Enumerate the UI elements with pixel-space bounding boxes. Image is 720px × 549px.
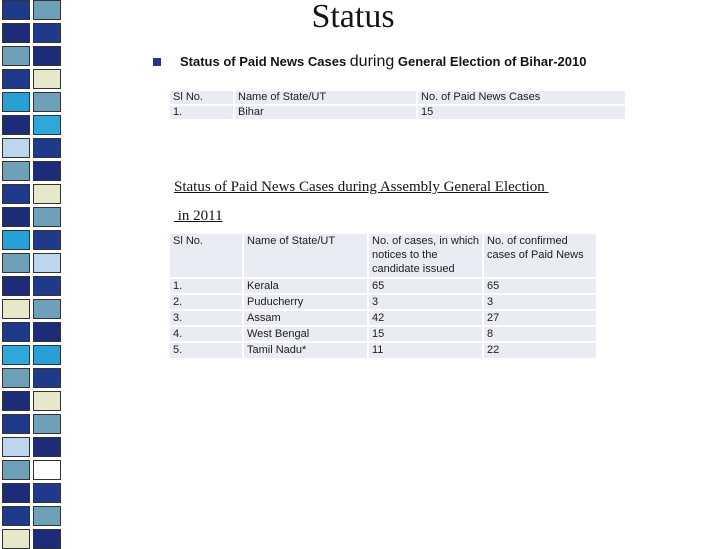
strip-cell <box>33 207 61 227</box>
strip-tile <box>0 230 64 250</box>
strip-cell <box>33 184 61 204</box>
bullet-square-icon <box>153 58 161 66</box>
strip-cell <box>2 322 30 342</box>
strip-tile <box>0 345 64 365</box>
strip-cell <box>33 506 61 526</box>
strip-tile <box>0 46 64 66</box>
assembly-table <box>168 232 598 360</box>
strip-cell <box>2 92 30 112</box>
strip-tile <box>0 322 64 342</box>
strip-cell <box>33 345 61 365</box>
table-row <box>170 106 625 119</box>
cell-sl-no: 5. <box>170 343 242 357</box>
strip-tile <box>0 506 64 526</box>
strip-tile <box>0 483 64 503</box>
strip-cell <box>2 483 30 503</box>
strip-cell <box>33 368 61 388</box>
strip-cell <box>2 506 30 526</box>
strip-cell <box>33 437 61 457</box>
cell-cases: 15 <box>418 106 625 119</box>
cell-notices: 11 <box>369 343 482 357</box>
strip-cell <box>2 207 30 227</box>
strip-tile <box>0 529 64 549</box>
strip-cell <box>2 115 30 135</box>
strip-cell <box>2 46 30 66</box>
cell-notices: 15 <box>369 327 482 341</box>
strip-tile <box>0 276 64 296</box>
bullet-heading-text: Status of Paid News Cases <box>180 54 350 69</box>
strip-cell <box>2 437 30 457</box>
strip-cell <box>2 345 30 365</box>
strip-cell <box>2 253 30 273</box>
strip-tile <box>0 138 64 158</box>
cell-state: West Bengal <box>244 327 367 341</box>
strip-cell <box>2 161 30 181</box>
strip-tile <box>0 253 64 273</box>
cell-sl-no: 1. <box>170 279 242 293</box>
strip-tile <box>0 69 64 89</box>
table-row <box>170 343 596 357</box>
table-header-row <box>170 234 596 277</box>
cell-sl-no: 4. <box>170 327 242 341</box>
decorative-side-strip <box>0 0 64 540</box>
strip-tile <box>0 299 64 319</box>
strip-cell <box>33 391 61 411</box>
strip-tile <box>0 460 64 480</box>
header-cases: No. of Paid News Cases <box>418 91 625 104</box>
strip-tile <box>0 115 64 135</box>
strip-cell <box>2 368 30 388</box>
strip-cell <box>2 414 30 434</box>
table-header-row <box>170 91 625 104</box>
cell-state: Kerala <box>244 279 367 293</box>
table-row <box>170 279 596 293</box>
section-heading <box>174 179 549 225</box>
cell-confirmed: 3 <box>484 295 596 309</box>
strip-cell <box>33 46 61 66</box>
section-heading-line1: Status of Paid News Cases during Assembly General Election <box>174 179 549 195</box>
strip-tile <box>0 184 64 204</box>
strip-cell <box>2 299 30 319</box>
strip-cell <box>33 299 61 319</box>
cell-sl-no: 3. <box>170 311 242 325</box>
header-sl-no: Sl No. <box>170 234 242 277</box>
strip-cell <box>2 276 30 296</box>
slide-title-text: Status <box>311 0 395 35</box>
cell-confirmed: 65 <box>484 279 596 293</box>
strip-cell <box>2 138 30 158</box>
strip-cell <box>33 460 61 480</box>
cell-notices: 42 <box>369 311 482 325</box>
cell-notices: 3 <box>369 295 482 309</box>
strip-cell <box>33 414 61 434</box>
cell-sl-no: 2. <box>170 295 242 309</box>
header-confirmed: No. of confirmed cases of Paid News <box>484 234 596 277</box>
cell-sl-no: 1. <box>170 106 233 119</box>
section-heading-line2: in 2011 <box>174 208 223 224</box>
strip-cell <box>33 115 61 135</box>
strip-cell <box>33 253 61 273</box>
strip-tile <box>0 437 64 457</box>
strip-cell <box>2 230 30 250</box>
strip-cell <box>33 92 61 112</box>
strip-tile <box>0 391 64 411</box>
cell-state: Puducherry <box>244 295 367 309</box>
strip-cell <box>2 184 30 204</box>
strip-cell <box>33 161 61 181</box>
bullet-heading <box>180 53 586 71</box>
cell-confirmed: 8 <box>484 327 596 341</box>
slide-title <box>0 0 720 36</box>
bihar-table <box>168 89 627 121</box>
cell-confirmed: 27 <box>484 311 596 325</box>
strip-tile <box>0 414 64 434</box>
strip-cell <box>33 230 61 250</box>
strip-cell <box>33 69 61 89</box>
strip-tile <box>0 368 64 388</box>
cell-state: Bihar <box>235 106 416 119</box>
strip-cell <box>33 529 61 549</box>
strip-cell <box>2 69 30 89</box>
header-state: Name of State/UT <box>235 91 416 104</box>
strip-cell <box>2 460 30 480</box>
strip-cell <box>33 138 61 158</box>
header-notices: No. of cases, in which notices to the candidate issued <box>369 234 482 277</box>
strip-cell <box>33 276 61 296</box>
strip-tile <box>0 92 64 112</box>
table-row <box>170 327 596 341</box>
cell-state: Tamil Nadu* <box>244 343 367 357</box>
header-sl-no: Sl No. <box>170 91 233 104</box>
strip-cell <box>2 529 30 549</box>
table-row <box>170 311 596 325</box>
bullet-heading-during: during <box>349 53 395 70</box>
cell-notices: 65 <box>369 279 482 293</box>
strip-cell <box>33 483 61 503</box>
strip-cell <box>2 391 30 411</box>
strip-cell <box>33 322 61 342</box>
header-state: Name of State/UT <box>244 234 367 277</box>
bullet-heading-tail: General Election of Bihar-2010 <box>394 54 587 69</box>
cell-state: Assam <box>244 311 367 325</box>
strip-tile <box>0 161 64 181</box>
cell-confirmed: 22 <box>484 343 596 357</box>
strip-tile <box>0 207 64 227</box>
table-row <box>170 295 596 309</box>
